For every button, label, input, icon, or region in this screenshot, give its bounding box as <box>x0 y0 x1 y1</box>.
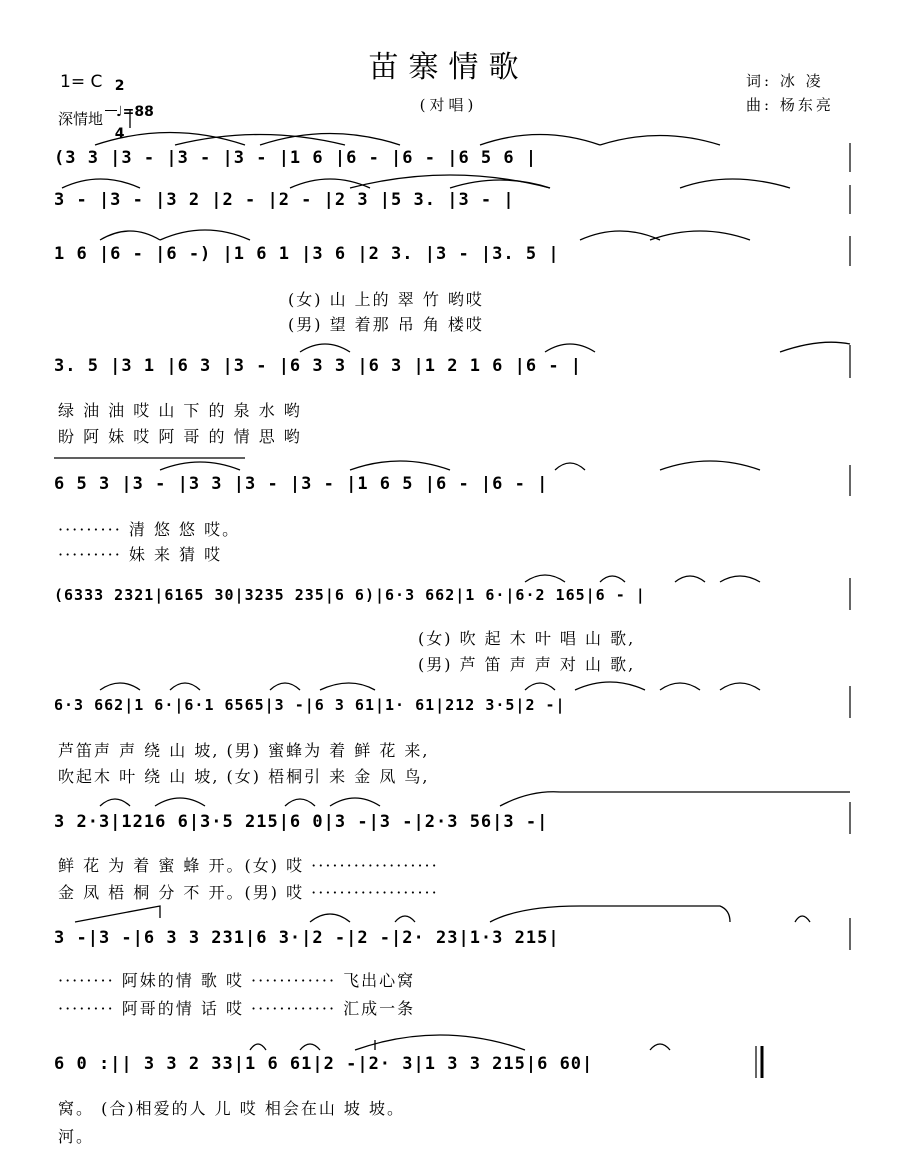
score-row-9: 3 -|3 -|6 3 3 231|6 3·|2 -|2 -|2· 23|1·3 215| <box>54 928 560 948</box>
composer-credit: 曲: 杨东亮 <box>746 96 834 114</box>
meter-top: 2 <box>114 78 125 94</box>
lyric-line: ········ 阿哥的情 话 哎 ············ 汇成一条 <box>58 999 416 1018</box>
lyric-line: 河。 <box>58 1127 95 1146</box>
lyric-line: 吹起木 叶 绕 山 坡, (女) 梧桐引 来 金 凤 鸟, <box>58 767 430 786</box>
lyric-line: 金 凤 梧 桐 分 不 开。(男) 哎 ·················· <box>58 883 439 902</box>
lyric-line: 鲜 花 为 着 蜜 蜂 开。(女) 哎 ·················· <box>58 856 439 875</box>
lyric-line: ········ 阿妹的情 歌 哎 ············ 飞出心窝 <box>58 971 416 990</box>
lyric-line: (男) 芦 笛 声 声 对 山 歌, <box>418 655 636 674</box>
lyricist-credit: 词: 冰 凌 <box>746 72 824 90</box>
lyric-line: ········· 妹 来 猜 哎 <box>58 545 223 564</box>
song-title: 苗寨情歌 <box>368 50 529 85</box>
lyric-line: ········· 清 悠 悠 哎。 <box>58 520 241 539</box>
expression-mark: 深情地 <box>58 110 104 128</box>
score-row-4: 3. 5 |3 1 |6 3 |3 - |6 3 3 |6 3 |1 2 1 6 |6 - | <box>54 356 583 376</box>
lyric-line: (女) 山 上的 翠 竹 哟哎 <box>288 290 484 309</box>
score-row-7: 6·3 662|1 6·|6·1 6565|3 -|6 3 61|1· 61|212 3·5|2 -| <box>54 696 566 714</box>
lyric-line: (男) 望 着那 吊 角 楼哎 <box>288 315 484 334</box>
lyric-line: (女) 吹 起 木 叶 唱 山 歌, <box>418 629 636 648</box>
lyric-line: 盼 阿 妹 哎 阿 哥 的 情 思 哟 <box>58 427 302 446</box>
score-row-5: 6 5 3 |3 - |3 3 |3 - |3 - |1 6 5 |6 - |6 - | <box>54 474 549 494</box>
score-row-8: 3 2·3|1216 6|3·5 215|6 0|3 -|3 -|2·3 56|3 -| <box>54 812 549 832</box>
lyric-line: 绿 油 油 哎 山 下 的 泉 水 哟 <box>58 401 302 420</box>
lyric-line: 窝。 (合)相爱的人 儿 哎 相会在山 坡 坡。 <box>58 1099 406 1118</box>
tempo-mark: ♩=88 <box>116 104 154 120</box>
score-row-3: 1 6 |6 - |6 -) |1 6 1 |3 6 |2 3. |3 - |3. 5 | <box>54 244 560 264</box>
key-signature: 1= C <box>60 72 103 92</box>
meter-bottom: 4 <box>114 126 125 142</box>
score-row-1: (3 3 |3 - |3 - |3 - |1 6 |6 - |6 - |6 5 6 | <box>54 148 538 168</box>
score-row-2: 3 - |3 - |3 2 |2 - |2 - |2 3 |5 3. |3 - | <box>54 190 515 210</box>
lyric-line: 芦笛声 声 绕 山 坡, (男) 蜜蜂为 着 鲜 花 来, <box>58 741 430 760</box>
score-row-6: (6333 2321|6165 30|3235 235|6 6)|6·3 662|1 6·|6·2 165|6 - | <box>54 586 646 604</box>
score-row-10: 6 0 :|| 3 3 2 33|1 6 61|2 -|2· 3|1 3 3 215|6 60| <box>54 1054 594 1074</box>
song-subtitle: (对唱) <box>419 96 478 114</box>
